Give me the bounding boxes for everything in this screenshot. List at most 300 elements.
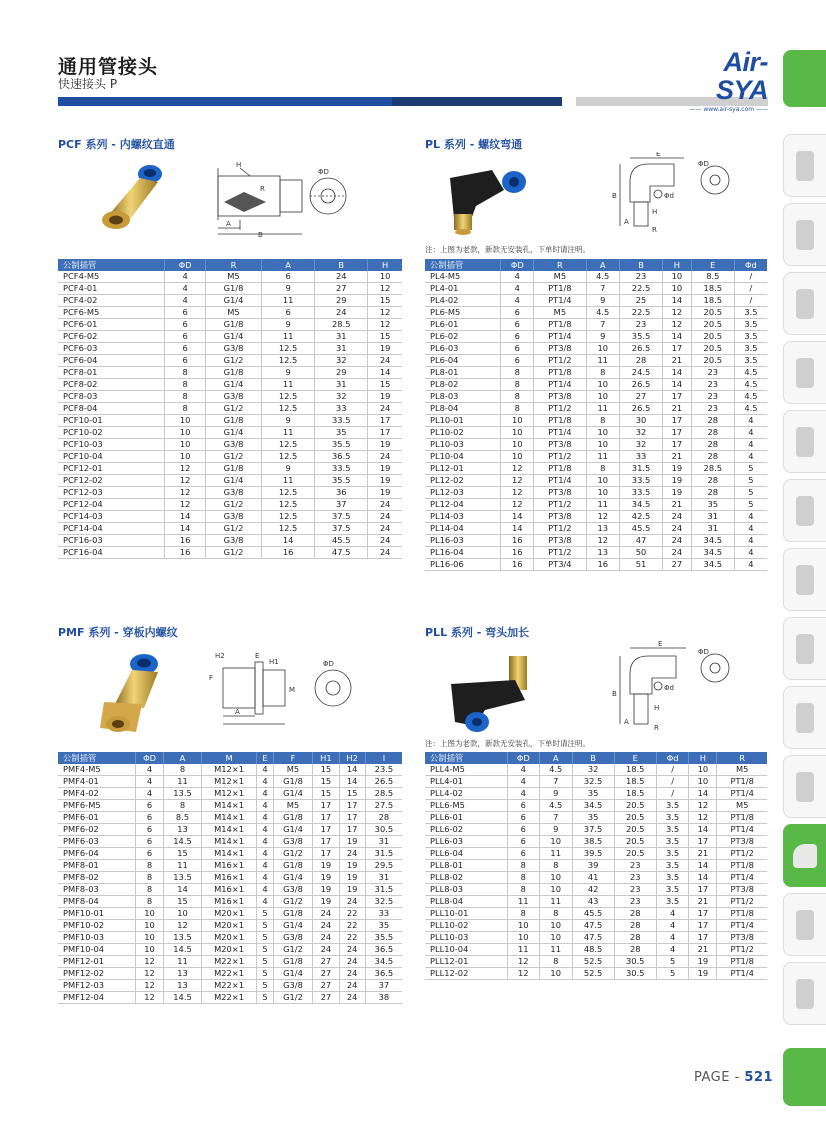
- table-cell: 28: [691, 415, 734, 427]
- table-cell: 4: [257, 800, 273, 812]
- table-cell: 11: [262, 331, 315, 343]
- table-cell: 23: [691, 379, 734, 391]
- table-cell: 17: [663, 427, 692, 439]
- table-cell: 10: [663, 283, 692, 295]
- table-cell: 30.5: [614, 956, 656, 968]
- table-cell: 31.5: [619, 463, 662, 475]
- table-cell: 3.5: [656, 872, 689, 884]
- table-cell: 52.5: [572, 956, 614, 968]
- table-cell: 23: [691, 367, 734, 379]
- table-cell: 11: [262, 295, 315, 307]
- table-cell: M16×1: [201, 884, 257, 896]
- table-cell: 12: [165, 475, 206, 487]
- table-cell: 36.5: [315, 451, 368, 463]
- table-cell: 24: [368, 355, 402, 367]
- table-cell: 10: [135, 932, 164, 944]
- table-cell: PLL6-04: [425, 848, 507, 860]
- table-cell: 12.5: [262, 343, 315, 355]
- table-cell: 10: [501, 427, 534, 439]
- table-cell: 23.5: [365, 764, 402, 776]
- table-cell: 12: [501, 487, 534, 499]
- table-cell: G1/4: [205, 379, 261, 391]
- table-cell: 10: [165, 427, 206, 439]
- table-row: [58, 848, 402, 860]
- side-nav-item[interactable]: [783, 617, 826, 680]
- table-cell: 29: [315, 367, 368, 379]
- table-row: [425, 944, 767, 956]
- table-cell: M16×1: [201, 872, 257, 884]
- table-cell: 12: [507, 968, 539, 980]
- table-cell: 10: [135, 944, 164, 956]
- table-cell: 11: [539, 896, 572, 908]
- table-row: [58, 451, 402, 463]
- pmf-column-header: I: [365, 752, 402, 764]
- fitting-elbow-icon: [793, 844, 817, 868]
- table-cell: PT1/4: [717, 872, 767, 884]
- table-cell: 38.5: [572, 836, 614, 848]
- table-row: [58, 487, 402, 499]
- table-row: [425, 307, 767, 319]
- table-cell: G1/4: [273, 872, 312, 884]
- table-cell: M5: [717, 764, 767, 776]
- table-cell: PMF8-04: [58, 896, 135, 908]
- table-cell: 19: [368, 475, 402, 487]
- side-nav-item[interactable]: [783, 962, 826, 1025]
- table-cell: 31: [315, 331, 368, 343]
- table-cell: 14: [165, 511, 206, 523]
- table-cell: G1/4: [273, 920, 312, 932]
- table-cell: 24: [339, 896, 365, 908]
- table-cell: 14: [663, 295, 692, 307]
- table-cell: 13.5: [164, 788, 201, 800]
- table-cell: PT1/2: [534, 523, 586, 535]
- table-cell: 12.5: [262, 487, 315, 499]
- pll-label-phid: ΦD: [698, 648, 709, 656]
- side-nav-item[interactable]: [783, 272, 826, 335]
- table-cell: 17: [313, 812, 339, 824]
- table-cell: PCF14-04: [58, 523, 165, 535]
- pl-column-header: H: [663, 259, 692, 271]
- table-cell: M5: [205, 307, 261, 319]
- table-cell: M14×1: [201, 812, 257, 824]
- table-cell: 4.5: [539, 764, 572, 776]
- table-cell: 22: [339, 920, 365, 932]
- table-cell: 6: [501, 331, 534, 343]
- table-cell: PT3/8: [717, 932, 767, 944]
- table-cell: 35: [315, 427, 368, 439]
- table-cell: 9: [262, 415, 315, 427]
- table-cell: PT1/2: [534, 547, 586, 559]
- table-cell: 3.5: [656, 860, 689, 872]
- table-cell: 5: [734, 463, 767, 475]
- table-cell: PL4-M5: [425, 271, 501, 283]
- table-cell: 4: [734, 535, 767, 547]
- table-row: [58, 824, 402, 836]
- pl-spec-table: [425, 259, 767, 571]
- table-cell: 12: [135, 956, 164, 968]
- pl-header-row: [425, 259, 767, 271]
- table-cell: 34.5: [691, 535, 734, 547]
- table-cell: 10: [165, 451, 206, 463]
- table-cell: 5: [257, 992, 273, 1004]
- table-row: [58, 295, 402, 307]
- table-cell: 34.5: [619, 499, 662, 511]
- table-cell: 20.5: [614, 848, 656, 860]
- table-cell: M5: [534, 307, 586, 319]
- table-cell: 9: [262, 463, 315, 475]
- table-cell: 17: [339, 812, 365, 824]
- pll-column-header: 公制插管: [425, 752, 507, 764]
- table-cell: G1/8: [273, 860, 312, 872]
- table-cell: M22×1: [201, 956, 257, 968]
- valve-icon: [796, 427, 814, 457]
- table-cell: 13: [164, 968, 201, 980]
- table-cell: 10: [586, 487, 619, 499]
- table-cell: PT1/2: [534, 451, 586, 463]
- table-cell: 6: [135, 848, 164, 860]
- table-cell: PLL8-03: [425, 884, 507, 896]
- table-cell: 6: [507, 836, 539, 848]
- table-cell: 4: [734, 427, 767, 439]
- table-cell: 33.5: [619, 487, 662, 499]
- table-cell: 37.5: [315, 511, 368, 523]
- table-cell: 10: [507, 932, 539, 944]
- table-cell: 5: [257, 956, 273, 968]
- page-number: [694, 1070, 773, 1085]
- table-row: [58, 343, 402, 355]
- pll-header-row: [425, 752, 767, 764]
- table-cell: PLL10-02: [425, 920, 507, 932]
- table-cell: 4: [165, 295, 206, 307]
- table-cell: PT1/8: [717, 908, 767, 920]
- table-row: [58, 872, 402, 884]
- table-cell: 10: [539, 968, 572, 980]
- pcf-column-header: R: [205, 259, 261, 271]
- table-cell: 12: [507, 956, 539, 968]
- table-cell: PMF10-02: [58, 920, 135, 932]
- table-row: [58, 956, 402, 968]
- table-cell: 6: [501, 343, 534, 355]
- table-cell: 24: [339, 944, 365, 956]
- table-cell: PCF8-01: [58, 367, 165, 379]
- pll-label-h: H: [654, 704, 660, 712]
- table-cell: 28: [614, 944, 656, 956]
- table-cell: PMF6-M5: [58, 800, 135, 812]
- table-cell: PT1/4: [717, 920, 767, 932]
- table-cell: 51: [619, 559, 662, 571]
- table-cell: PL16-06: [425, 559, 501, 571]
- table-cell: 15: [313, 788, 339, 800]
- table-cell: 4.5: [734, 367, 767, 379]
- table-cell: 12: [586, 511, 619, 523]
- table-cell: 24: [663, 547, 692, 559]
- pll-note: 注：上图为老款，新款无安装孔，下单时请注明。: [425, 739, 590, 748]
- table-cell: 21: [689, 896, 717, 908]
- table-cell: 33.5: [315, 415, 368, 427]
- table-cell: M5: [534, 271, 586, 283]
- table-cell: PLL10-01: [425, 908, 507, 920]
- table-cell: 6: [507, 848, 539, 860]
- table-cell: 23: [691, 403, 734, 415]
- section-title-pmf: PMF 系列 - 穿板内螺纹: [58, 626, 178, 639]
- table-cell: M20×1: [201, 932, 257, 944]
- side-tab-top[interactable]: [783, 50, 826, 107]
- table-cell: PT1/2: [534, 355, 586, 367]
- table-cell: 35.5: [315, 475, 368, 487]
- table-cell: 27: [313, 992, 339, 1004]
- table-cell: G1/2: [205, 451, 261, 463]
- table-cell: PL10-01: [425, 415, 501, 427]
- table-cell: 19: [339, 872, 365, 884]
- table-cell: 10: [586, 391, 619, 403]
- table-cell: 24: [339, 968, 365, 980]
- table-cell: 23: [614, 896, 656, 908]
- table-row: [58, 860, 402, 872]
- pipe-fitting-icon: [796, 289, 814, 319]
- table-cell: 4.5: [734, 379, 767, 391]
- table-cell: 14: [339, 776, 365, 788]
- side-nav-item[interactable]: [783, 893, 826, 956]
- table-row: [58, 968, 402, 980]
- pcf-label-r: R: [260, 185, 265, 193]
- table-cell: M14×1: [201, 824, 257, 836]
- table-row: [58, 403, 402, 415]
- table-cell: PLL6-03: [425, 836, 507, 848]
- table-cell: 16: [165, 547, 206, 559]
- table-cell: PL4-02: [425, 295, 501, 307]
- table-cell: PL6-03: [425, 343, 501, 355]
- pl-column-header: E: [691, 259, 734, 271]
- table-cell: 19: [313, 884, 339, 896]
- table-cell: 9: [539, 824, 572, 836]
- table-cell: PCF6-M5: [58, 307, 165, 319]
- table-cell: 7: [539, 812, 572, 824]
- table-cell: 12.5: [262, 391, 315, 403]
- table-cell: 17: [339, 824, 365, 836]
- table-row: [58, 271, 402, 283]
- side-nav-item[interactable]: [783, 410, 826, 473]
- side-tab-bottom[interactable]: [783, 1048, 826, 1106]
- table-cell: 9: [262, 367, 315, 379]
- table-row: [425, 415, 767, 427]
- table-cell: 21: [689, 944, 717, 956]
- side-nav-item[interactable]: [783, 134, 826, 197]
- table-cell: 8.5: [691, 271, 734, 283]
- table-cell: 47.5: [572, 920, 614, 932]
- table-row: [425, 403, 767, 415]
- table-cell: 24: [339, 992, 365, 1004]
- table-cell: 11: [539, 944, 572, 956]
- table-cell: PCF8-04: [58, 403, 165, 415]
- table-cell: 24: [313, 908, 339, 920]
- pmf-column-header: 公制插管: [58, 752, 135, 764]
- table-cell: 10: [586, 475, 619, 487]
- table-cell: PCF12-03: [58, 487, 165, 499]
- side-nav-item[interactable]: [783, 824, 826, 887]
- table-cell: 17: [689, 932, 717, 944]
- table-cell: PLL6-M5: [425, 800, 507, 812]
- page-title: 通用管接头: [58, 56, 159, 78]
- table-cell: 4: [501, 271, 534, 283]
- side-nav-item[interactable]: [783, 548, 826, 611]
- pmf-label-phid: ΦD: [323, 660, 334, 668]
- table-cell: /: [656, 764, 689, 776]
- table-cell: 42: [572, 884, 614, 896]
- table-cell: 24: [368, 451, 402, 463]
- table-cell: PT1/8: [717, 860, 767, 872]
- pl-label-phid: ΦD: [698, 160, 709, 168]
- table-cell: G1/8: [205, 367, 261, 379]
- table-cell: 28: [691, 427, 734, 439]
- table-row: [425, 343, 767, 355]
- table-cell: G1/8: [205, 319, 261, 331]
- table-row: [58, 331, 402, 343]
- side-nav-item[interactable]: [783, 203, 826, 266]
- pl-note: 注：上图为老款，新款无安装孔，下单时请注明。: [425, 245, 590, 254]
- table-cell: PCF16-04: [58, 547, 165, 559]
- table-cell: /: [656, 788, 689, 800]
- pl-column-header: 公制插管: [425, 259, 501, 271]
- quick-coupler-icon: [796, 772, 814, 802]
- table-cell: 12: [165, 463, 206, 475]
- side-nav-item[interactable]: [783, 341, 826, 404]
- table-cell: PT1/4: [534, 475, 586, 487]
- table-cell: 24: [368, 535, 402, 547]
- table-cell: PT1/4: [534, 379, 586, 391]
- pll-spec-table: [425, 752, 767, 980]
- table-cell: 22: [339, 932, 365, 944]
- table-cell: 10: [135, 908, 164, 920]
- table-cell: 16: [586, 559, 619, 571]
- table-cell: 23: [614, 860, 656, 872]
- table-cell: 32: [619, 439, 662, 451]
- table-cell: 6: [135, 800, 164, 812]
- table-cell: 27.5: [365, 800, 402, 812]
- table-cell: 19: [368, 343, 402, 355]
- table-cell: PT1/4: [534, 331, 586, 343]
- table-cell: 6: [507, 824, 539, 836]
- table-cell: 21: [663, 355, 692, 367]
- table-cell: PL12-02: [425, 475, 501, 487]
- table-cell: 12: [586, 535, 619, 547]
- pcf-column-header: B: [315, 259, 368, 271]
- table-cell: 13: [586, 547, 619, 559]
- table-cell: PT3/8: [717, 836, 767, 848]
- pll-column-header: B: [572, 752, 614, 764]
- table-row: [425, 319, 767, 331]
- table-cell: 25: [619, 295, 662, 307]
- table-cell: 8.5: [164, 812, 201, 824]
- table-cell: 10: [164, 908, 201, 920]
- table-cell: PLL4-01: [425, 776, 507, 788]
- table-row: [425, 884, 767, 896]
- table-cell: 10: [539, 920, 572, 932]
- table-cell: 7: [586, 319, 619, 331]
- table-cell: 8: [501, 379, 534, 391]
- table-row: [58, 535, 402, 547]
- table-cell: 24: [368, 499, 402, 511]
- tool-icon: [796, 979, 814, 1009]
- table-cell: G1/2: [273, 992, 312, 1004]
- table-cell: PL12-03: [425, 487, 501, 499]
- table-cell: 31.5: [365, 848, 402, 860]
- table-cell: 6: [135, 824, 164, 836]
- table-cell: 10: [586, 439, 619, 451]
- table-cell: M22×1: [201, 968, 257, 980]
- table-cell: 6: [135, 836, 164, 848]
- table-cell: 45.5: [572, 908, 614, 920]
- table-cell: M5: [273, 800, 312, 812]
- table-cell: 42.5: [619, 511, 662, 523]
- filter-bowl-icon: [796, 220, 814, 250]
- table-cell: 12: [501, 463, 534, 475]
- pmf-column-header: H2: [339, 752, 365, 764]
- table-row: [425, 908, 767, 920]
- table-cell: 33.5: [619, 475, 662, 487]
- table-cell: PMF6-02: [58, 824, 135, 836]
- header-bar-primary: [58, 97, 392, 106]
- table-cell: 8: [164, 764, 201, 776]
- table-cell: 8: [164, 800, 201, 812]
- table-cell: PMF4-01: [58, 776, 135, 788]
- pll-product-photo: [445, 650, 541, 736]
- side-nav-item[interactable]: [783, 686, 826, 749]
- table-cell: 4: [734, 559, 767, 571]
- table-cell: 6: [501, 307, 534, 319]
- table-cell: PT1/8: [534, 463, 586, 475]
- table-cell: 33.5: [315, 463, 368, 475]
- table-cell: 12: [368, 319, 402, 331]
- side-nav-item[interactable]: [783, 479, 826, 542]
- table-cell: PL10-02: [425, 427, 501, 439]
- table-cell: G3/8: [273, 836, 312, 848]
- table-row: [58, 283, 402, 295]
- table-cell: 20.5: [691, 307, 734, 319]
- table-cell: 32: [315, 391, 368, 403]
- table-cell: 20.5: [614, 800, 656, 812]
- pmf-label-h2: H2: [215, 652, 225, 660]
- table-cell: 23: [614, 884, 656, 896]
- table-cell: 8: [507, 860, 539, 872]
- table-cell: M22×1: [201, 992, 257, 1004]
- table-cell: 47.5: [315, 547, 368, 559]
- table-cell: 26.5: [619, 403, 662, 415]
- table-row: [58, 475, 402, 487]
- cylinder-icon: [796, 565, 814, 595]
- table-row: [425, 475, 767, 487]
- table-cell: 28: [365, 812, 402, 824]
- table-cell: 8: [539, 860, 572, 872]
- table-cell: 14: [689, 788, 717, 800]
- table-cell: 30.5: [614, 968, 656, 980]
- table-cell: 27: [315, 283, 368, 295]
- table-cell: PT1/8: [717, 956, 767, 968]
- table-cell: 17: [368, 427, 402, 439]
- table-cell: 31: [365, 836, 402, 848]
- side-nav-item[interactable]: [783, 755, 826, 818]
- table-cell: PT1/4: [534, 427, 586, 439]
- pll-label-b: B: [612, 690, 617, 698]
- pcf-column-header: H: [368, 259, 402, 271]
- table-cell: 12: [663, 319, 692, 331]
- table-cell: /: [734, 271, 767, 283]
- table-cell: M12×1: [201, 764, 257, 776]
- table-cell: 11: [507, 896, 539, 908]
- table-cell: 4: [734, 511, 767, 523]
- table-cell: 4: [257, 764, 273, 776]
- table-cell: 10: [539, 872, 572, 884]
- table-cell: 4: [257, 776, 273, 788]
